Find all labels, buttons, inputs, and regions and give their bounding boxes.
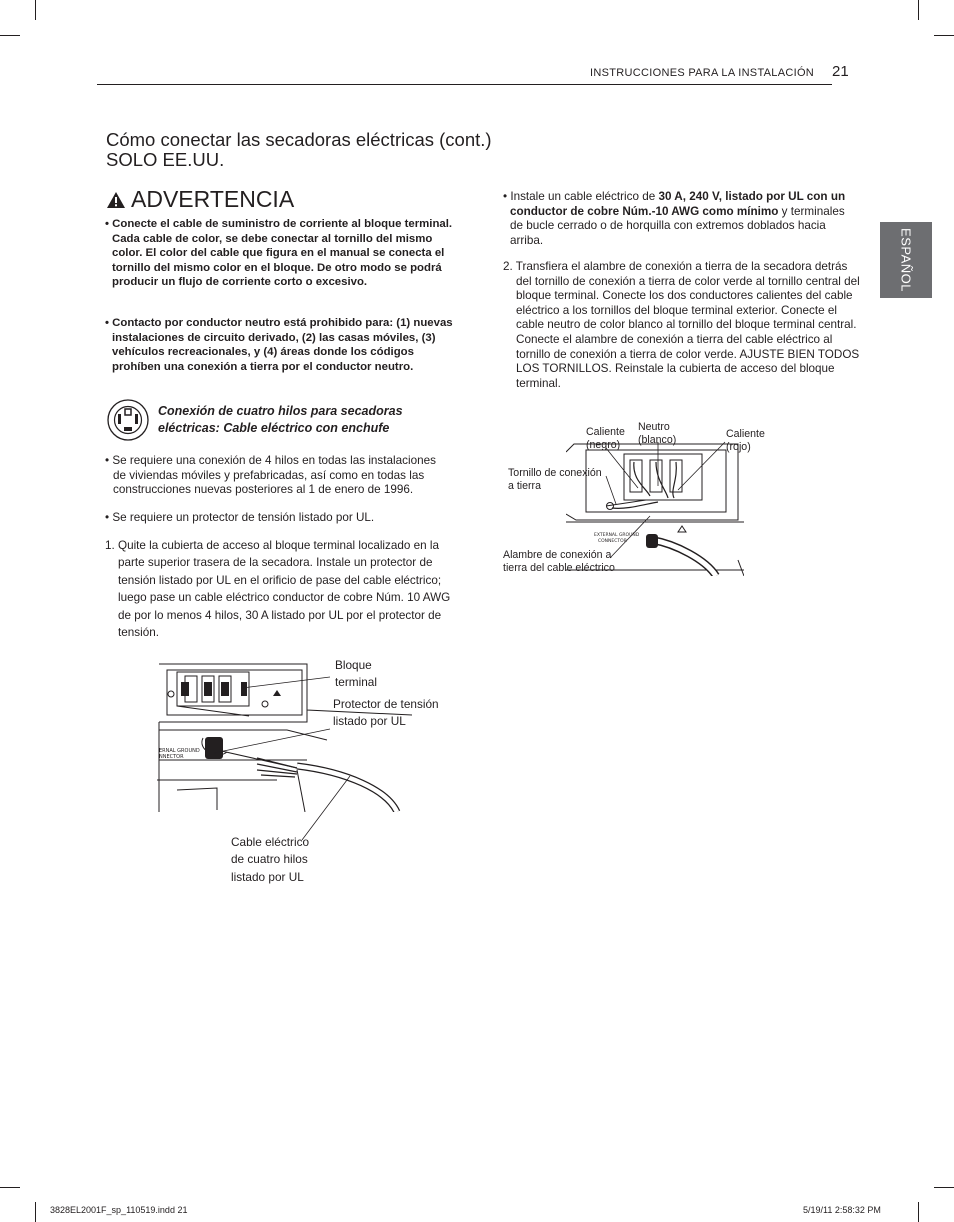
label-line: Tornillo de conexión [508,467,602,479]
crop-mark [35,0,36,20]
label-line: Caliente [726,428,765,440]
label-line: listado por UL [231,869,304,884]
page-title-line1: Cómo conectar las secadoras eléctricas (cont.) [106,129,492,150]
language-tab [880,222,932,298]
step-1-text: 1. Quite la cubierta de acceso al bloque terminal localizado en la parte superior trasera de la secadora. Instale un protector de tensión listado por UL en el orificio de pase del cable eléctrico; luego pase un cable eléctrico conductor de cobre Núm. 10 AWG de por lo menos 4 hilos, 30 A listado por UL por el protector de tensión. [105,539,451,640]
power-cord-label [231,834,309,886]
footer-date: 5/19/11 2:58:32 PM [803,1205,881,1215]
four-wire-bullet [105,454,450,498]
bullet-text: • Se requiere un protector de tensión listado por UL. [105,511,375,524]
language-tab-label: ESPAÑOL [898,228,914,292]
running-header: INSTRUCCIONES PARA LA INSTALACIÓN [590,67,815,79]
strain-relief-label [333,696,439,731]
label-line: (negro) [586,439,621,451]
page-title [106,130,492,170]
warning-heading-text: ADVERTENCIA [131,186,295,212]
four-wire-caption [158,403,448,437]
step-1 [105,537,461,641]
crop-mark [918,1202,919,1222]
hot-red-label [726,428,765,454]
crop-mark [934,35,954,36]
warning-heading [106,186,294,213]
label-line: Alambre de conexión a [503,549,612,561]
four-prong-plug-icon [107,399,149,441]
label-line: Protector de tensión [333,697,439,711]
bullet-bold: 30 A, 240 V, listado por UL con un [658,190,846,203]
warning-list [105,217,455,290]
label-line: (rojo) [726,441,751,453]
bullet-text: de bucle cerrado o de horquilla con extremos doblados hacia [510,219,826,233]
header-rule [97,84,832,85]
label-line: Cable eléctrico [231,835,310,849]
panel-label: NNECTOR [159,754,184,760]
label-line: listado por UL [333,714,406,729]
ground-wire-label [503,549,615,575]
page-number: 21 [832,63,849,80]
crop-mark [0,35,20,36]
bullet-text: • Se requiere una conexión de 4 hilos en todas las instalaciones de viviendas móviles y prefabricadas, así como en todas las construcciones nuevas posteriores al 1 de enero de 1996. [105,454,436,497]
warning-triangle-icon [106,191,126,209]
bullet-text: arriba. [510,233,544,247]
bullet-text: • Instale un cable eléctrico de [503,190,659,203]
step-2 [503,260,861,391]
bullet-bold: conductor de cobre Núm.-10 AWG como mínimo [510,204,779,218]
panel-label: ERNAL GROUND [159,748,200,754]
four-wire-caption-line2: eléctricas: Cable eléctrico con enchufe [158,421,390,435]
label-line: de cuatro hilos [231,852,308,867]
terminal-block-label [335,657,377,692]
label-line: tierra del cable eléctrico [503,562,615,574]
warning-item: • Contacto por conductor neutro está prohibido para: (1) nuevas instalaciones de circuito derivado, (2) las casas móviles, (3) vehículos recreacionales, y (4) áreas donde los códigos prohíben una conexión a tierra por el conductor neutro. [105,317,453,373]
crop-mark [35,1202,36,1222]
warning-item: • Conecte el cable de suministro de corriente al bloque terminal. Cada cable de color, se debe conectar al tornillo del mismo color. El color del cable que figura en el manual se conecta el tornillo del mismo color en el bloque. De otro modo se podrá producir un flujo de corriente corto o excesivo. [105,218,453,289]
ground-screw-label [508,467,602,493]
four-wire-caption-line1: Conexión de cuatro hilos para secadoras [158,404,403,418]
bullet-text: y terminales [778,204,845,218]
crop-mark [934,1187,954,1188]
footer-file: 3828EL2001F_sp_110519.indd 21 [50,1205,188,1215]
four-wire-bullet [105,511,450,526]
neutral-label [638,421,676,447]
warning-list [105,316,455,374]
page-title-line2: SOLO EE.UU. [106,149,225,170]
label-line: Neutro [638,421,670,433]
label-line: (blanco) [638,434,677,446]
crop-mark [0,1187,20,1188]
label-line: terminal [335,675,377,690]
label-line: a tierra [508,480,541,492]
panel-label: EXTERNAL GROUND [594,533,640,538]
power-cord-bullet [503,190,863,248]
step-2-text: 2. Transfiera el alambre de conexión a tierra de la secadora detrás del tornillo de conexión a tierra de color verde al tornillo central del bloque terminal. Conecte los dos conductores calientes del cable eléctrico a los tornillos del bloque terminal exterior. Conecte el cable neutro de color blanco al tornillo del bloque terminal central. Conecte el alambre de conexión a tierra del cable eléctrico al tornillo de conexión a tierra de color verde. AJUSTE BIEN TODOS LOS TORNILLOS. Reinstale la cubierta de acceso del bloque terminal. [503,260,860,390]
crop-mark [918,0,919,20]
panel-label: CONNECTOR [598,539,627,544]
label-line: Caliente [586,426,625,438]
label-line: Bloque [335,658,372,672]
hot-black-label [586,426,625,452]
